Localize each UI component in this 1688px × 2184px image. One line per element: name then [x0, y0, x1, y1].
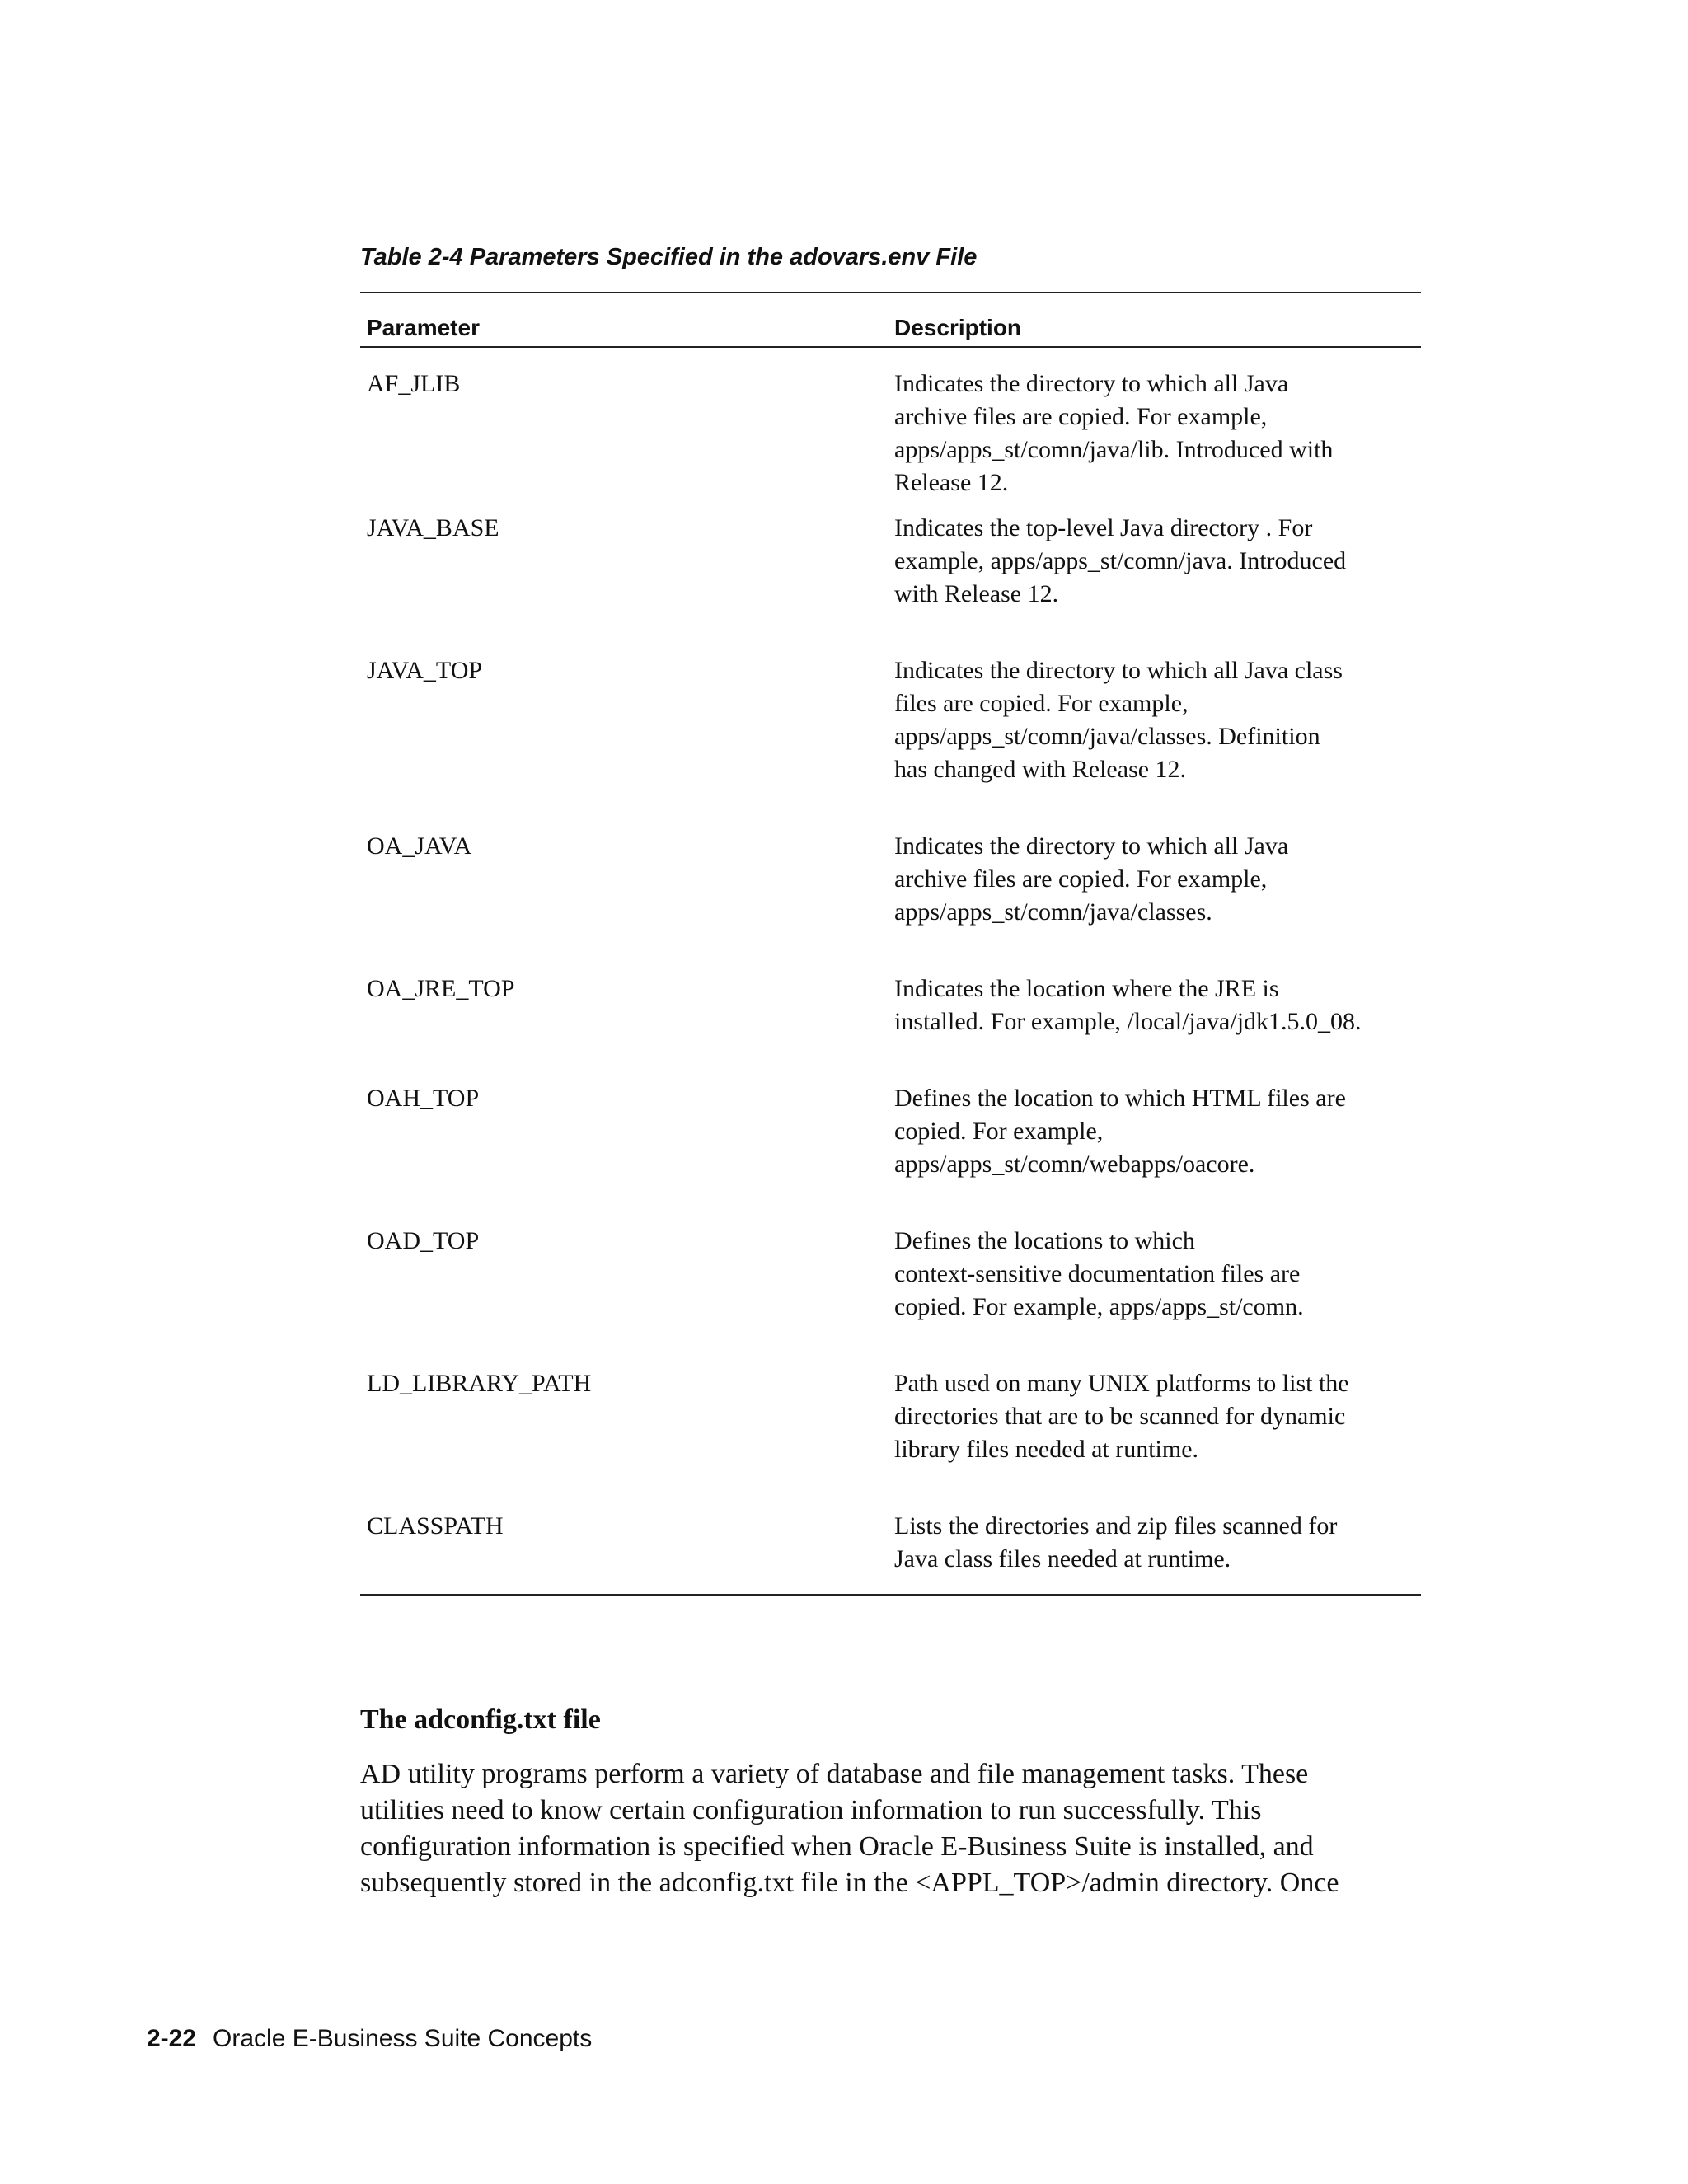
description-line: directories that are to be scanned for dynamic	[894, 1403, 1346, 1430]
description-line: has changed with Release 12.	[894, 756, 1187, 783]
parameter-description	[891, 830, 1421, 972]
description-line: Path used on many UNIX platforms to list the	[894, 1370, 1349, 1397]
description-line: Indicates the directory to which all Java	[894, 370, 1289, 397]
description-line: copied. For example,	[894, 1118, 1104, 1145]
body-line: utilities need to know certain configuration information to run successfully. This	[360, 1795, 1262, 1825]
parameter-name: OAH_TOP	[367, 1085, 480, 1112]
description-line: Indicates the top-level Java directory . For	[894, 514, 1313, 541]
description-line: context-sensitive documentation files are	[894, 1260, 1301, 1287]
table-row	[360, 512, 1421, 654]
description-line: Indicates the directory to which all Java class	[894, 657, 1343, 684]
parameters-table	[360, 292, 1421, 1596]
description-line: Indicates the location where the JRE is	[894, 975, 1279, 1002]
table-row	[360, 1082, 1421, 1225]
table-row	[360, 830, 1421, 972]
parameter-name: AF_JLIB	[367, 370, 461, 397]
description-line: with Release 12.	[894, 580, 1059, 607]
description-line: archive files are copied. For example,	[894, 865, 1268, 893]
parameter-description	[891, 347, 1421, 512]
body-line: subsequently stored in the adconfig.txt file in the <APPL_TOP>/admin directory. Once	[360, 1868, 1339, 1898]
table-caption: Table 2-4 Parameters Specified in the adovars.env File	[360, 244, 978, 270]
table-row	[360, 972, 1421, 1082]
table-header-row	[360, 293, 1421, 347]
description-line: copied. For example, apps/apps_st/comn.	[894, 1293, 1304, 1320]
description-line: example, apps/apps_st/comn/java. Introduced	[894, 547, 1347, 574]
body-line: configuration information is specified when Oracle E-Business Suite is installed, and	[360, 1831, 1314, 1862]
description-line: apps/apps_st/comn/webapps/oacore.	[894, 1151, 1255, 1178]
parameter-description	[891, 1082, 1421, 1225]
description-line: apps/apps_st/comn/java/classes. Definition	[894, 723, 1320, 750]
table-row	[360, 1367, 1421, 1510]
description-line: library files needed at runtime.	[894, 1436, 1199, 1463]
description-line: Release 12.	[894, 469, 1009, 496]
parameter-name: CLASSPATH	[360, 1510, 891, 1595]
description-line: Defines the locations to which	[894, 1227, 1195, 1254]
parameter-name: OA_JAVA	[367, 832, 472, 860]
description-line: Java class files needed at runtime.	[894, 1545, 1231, 1572]
body-line: AD utility programs perform a variety of database and file management tasks. These	[360, 1759, 1309, 1789]
description-line: files are copied. For example,	[894, 690, 1189, 717]
column-header-description: Description	[891, 293, 1421, 347]
column-header-parameter: Parameter	[360, 293, 891, 347]
table-row	[360, 347, 1421, 512]
parameter-name: LD_LIBRARY_PATH	[367, 1370, 592, 1397]
parameters-table-container	[360, 292, 1421, 1596]
table-row	[360, 654, 1421, 830]
parameter-name: OA_JRE_TOP	[367, 975, 515, 1002]
table-row	[360, 1225, 1421, 1367]
page-footer	[147, 2024, 592, 2054]
table-row	[360, 1510, 1421, 1595]
description-line: installed. For example, /local/java/jdk1.5.0_08.	[894, 1008, 1362, 1035]
description-line: archive files are copied. For example,	[894, 403, 1268, 430]
description-line: Indicates the directory to which all Java	[894, 832, 1289, 860]
section-heading: The adconfig.txt file	[360, 1704, 601, 1735]
page-number: 2-22	[147, 2025, 197, 2052]
description-line: apps/apps_st/comn/java/classes.	[894, 898, 1212, 926]
parameter-description	[891, 972, 1421, 1082]
parameter-description	[891, 654, 1421, 830]
parameter-name: JAVA_TOP	[367, 657, 483, 684]
parameter-description	[891, 512, 1421, 654]
description-line: apps/apps_st/comn/java/lib. Introduced with	[894, 436, 1334, 463]
body-paragraph	[360, 1756, 1440, 1901]
parameter-description	[891, 1367, 1421, 1510]
parameter-name: OAD_TOP	[367, 1227, 480, 1254]
parameter-name: JAVA_BASE	[367, 514, 499, 541]
book-title: Oracle E-Business Suite Concepts	[213, 2025, 593, 2052]
parameter-description	[891, 1225, 1421, 1367]
description-line: Defines the location to which HTML files are	[894, 1085, 1346, 1112]
parameter-description	[891, 1510, 1421, 1595]
description-line: Lists the directories and zip files scanned for	[894, 1512, 1338, 1540]
